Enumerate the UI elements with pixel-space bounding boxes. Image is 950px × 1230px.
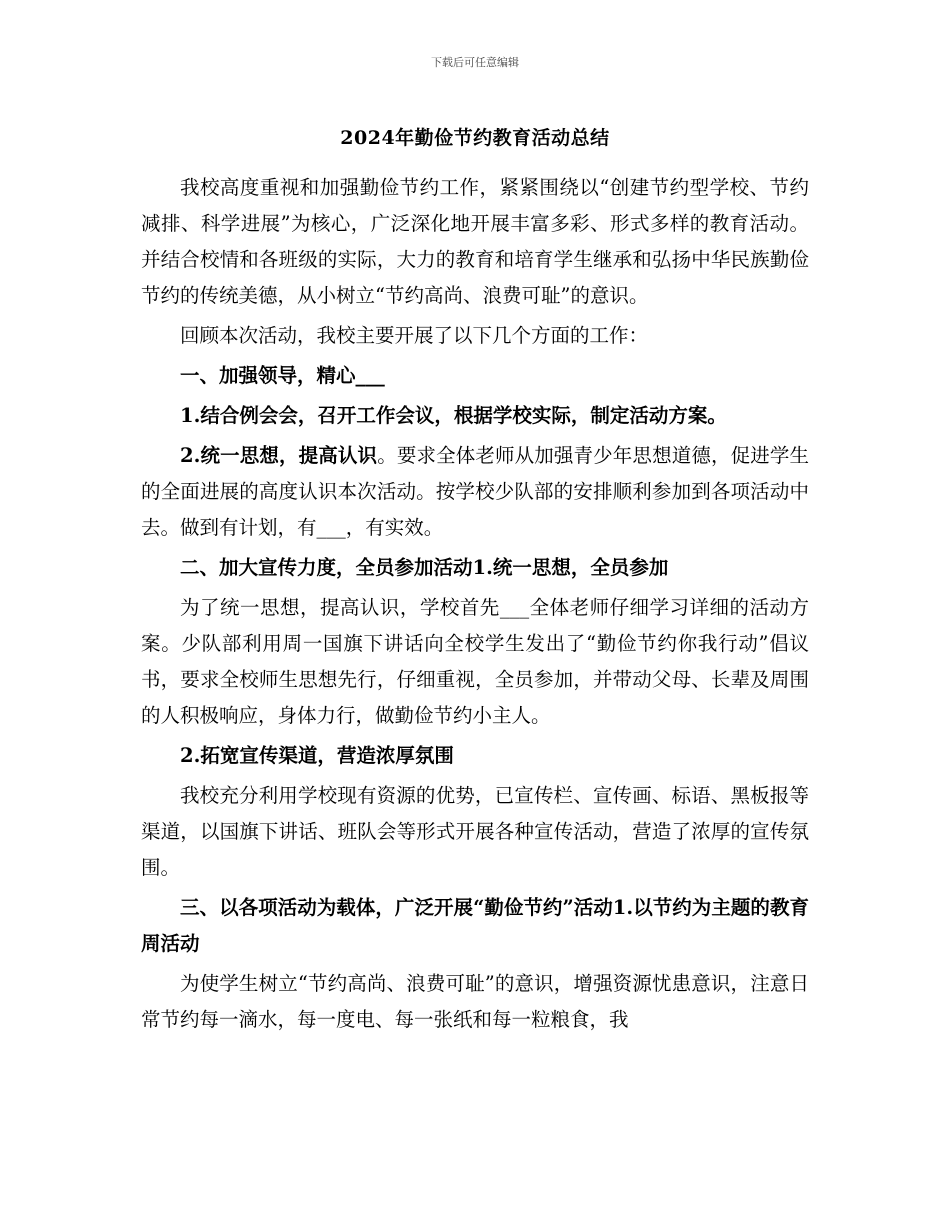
section-heading-1: 一、加强领导，精心___ [180,364,385,387]
paragraph-education-week: 为使学生树立“节约高尚、浪费可耻”的意识，增强资源忧患意识，注意日常节约每一滴水，每一度电、每一张纸和每一粒粮食，我 [141,972,809,1031]
paragraph-unify-thinking: 为了统一思想，提高认识，学校首先___全体老师仔细学习详细的活动方案。少队部利用周一国旗下讲话向全校学生发出了“勤俭节约你我行动”倡议书，要求全校师生思想先行，仔细重视，全员参加，并带动父母、长辈及周围的人积极响应，身体力行，做勤俭节约小主人。 [141,596,809,727]
paragraph-review: 回顾本次活动，我校主要开展了以下几个方面的工作： [180,324,649,347]
section-item-2-2: 2.拓宽宣传渠道，营造浓厚氛围 [180,744,454,767]
section-item-1-1: 1.结合例会会，召开工作会议，根据学校实际，制定活动方案。 [180,404,727,427]
section-item-1-2-text: 。要求全体老师从加强青少年思想道德，促进学生的全面进展的高度认识本次活动。按学校少队部的安排顺利参加到各项活动中去。做到有计划，有___，有实效。 [141,444,809,539]
section-heading-3: 三、以各项活动为载体，广泛开展“勤俭节约”活动1.以节约为主题的教育周活动 [141,896,809,955]
section-item-1-2 [141,438,809,546]
header-note: 下载后可任意编辑 [431,56,519,69]
section-item-1-2-heading: 2.统一思想，提高认识 [180,444,378,467]
document-title: 2024年勤俭节约教育活动总结 [340,127,610,149]
document-body [141,170,809,1042]
paragraph-publicity: 我校充分利用学校现有资源的优势，已宣传栏、宣传画、标语、黑板报等渠道，以国旗下讲话、班队会等形式开展各种宣传活动，营造了浓厚的宣传氛围。 [141,784,809,879]
paragraph-intro: 我校高度重视和加强勤俭节约工作，紧紧围绕以“创建节约型学校、节约减排、科学进展”为核心，广泛深化地开展丰富多彩、形式多样的教育活动。并结合校情和各班级的实际，大力的教育和培育学生继承和弘扬中华民族勤俭节约的传统美德，从小树立“节约高尚、浪费可耻”的意识。 [141,176,809,307]
section-heading-2: 二、加大宣传力度，全员参加活动1.统一思想，全员参加 [180,556,669,579]
